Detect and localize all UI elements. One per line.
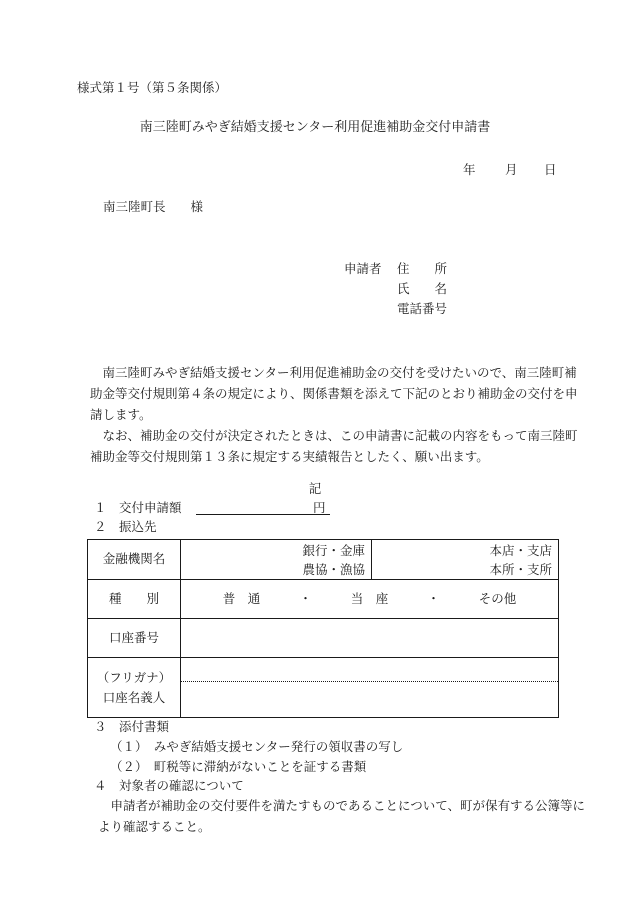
attachment-item-2: （２） 町税等に滞納がないことを証する書類 — [110, 759, 367, 774]
account-holder-label: 口座名義人 — [102, 689, 166, 705]
kind-separator-2: ・ — [427, 590, 440, 606]
branch-type-line-1: 本店・支店 — [489, 542, 552, 558]
kind-row — [88, 580, 559, 619]
account-number-field[interactable] — [181, 619, 559, 658]
kind-ordinary-option[interactable]: 普 通 — [222, 590, 261, 606]
furigana-input-divider — [181, 658, 558, 682]
institution-label: 金融機関名 — [88, 540, 181, 580]
confirmation-text: 申請者が補助金の交付要件を満たすものであることについて、町が保有する公簿等により確認すること。 — [98, 798, 586, 834]
date-month: 月 — [505, 162, 518, 177]
application-body — [90, 362, 584, 467]
transfer-label: ２ 振込先 — [94, 519, 157, 534]
confirmation-note — [90, 795, 590, 837]
account-holder-label-cell — [88, 658, 181, 718]
applicant-address-label: 住 所 — [397, 261, 448, 276]
body-paragraph-1: 南三陸町みやぎ結婚支援センター利用促進補助金の交付を受けたいので、南三陸町補助金等交付規則第４条の規定により、関係書類を添えて下記のとおり補助金の交付を申請します。 — [90, 365, 578, 422]
date-day: 日 — [544, 162, 557, 177]
applicant-label: 申請者 — [344, 261, 382, 276]
kind-other-option[interactable]: その他 — [478, 590, 517, 606]
branch-type-line-2: 本所・支所 — [489, 561, 552, 577]
document-title: 南三陸町みやぎ結婚支援センター利用促進補助金交付申請書 — [139, 120, 491, 135]
institution-row — [88, 540, 559, 580]
bank-account-table — [87, 539, 559, 718]
amount-unit: 円 — [313, 500, 326, 515]
form-number: 様式第１号（第５条関係） — [77, 80, 228, 95]
confirmation-label: ４ 対象者の確認について — [94, 778, 244, 793]
attachment-item-1: （１） みやぎ結婚支援センター発行の領収書の写し — [110, 739, 404, 754]
ki-heading: 記 — [308, 481, 322, 496]
date-year: 年 — [463, 162, 476, 177]
account-holder-row — [88, 658, 559, 718]
applicant-phone-label: 電話番号 — [397, 301, 448, 316]
amount-label: １ 交付申請額 — [94, 500, 182, 515]
account-number-label: 口座番号 — [88, 619, 181, 658]
bank-type-line-2: 農協・漁協 — [302, 561, 365, 577]
furigana-label: （フリガナ） — [96, 669, 172, 685]
amount-input-line[interactable] — [196, 514, 330, 515]
bank-type-cell[interactable] — [181, 540, 372, 580]
date-line — [0, 164, 630, 178]
addressee: 南三陸町長 様 — [103, 199, 204, 214]
account-holder-field[interactable] — [181, 658, 559, 718]
attachments-label: ３ 添付書類 — [94, 719, 170, 734]
kind-current-option[interactable]: 当 座 — [350, 590, 389, 606]
bank-type-line-1: 銀行・金庫 — [302, 542, 365, 558]
body-paragraph-2: なお、補助金の交付が決定されたときは、この申請書に記載の内容をもって南三陸町補助金等交付規則第１３条に規定する実績報告としたく、願い出ます。 — [90, 428, 578, 464]
kind-options — [181, 580, 559, 619]
kind-separator-1: ・ — [299, 590, 312, 606]
applicant-name-label: 氏 名 — [397, 281, 448, 296]
branch-type-cell[interactable] — [372, 540, 559, 580]
kind-label: 種 別 — [88, 580, 181, 619]
account-number-row — [88, 619, 559, 658]
